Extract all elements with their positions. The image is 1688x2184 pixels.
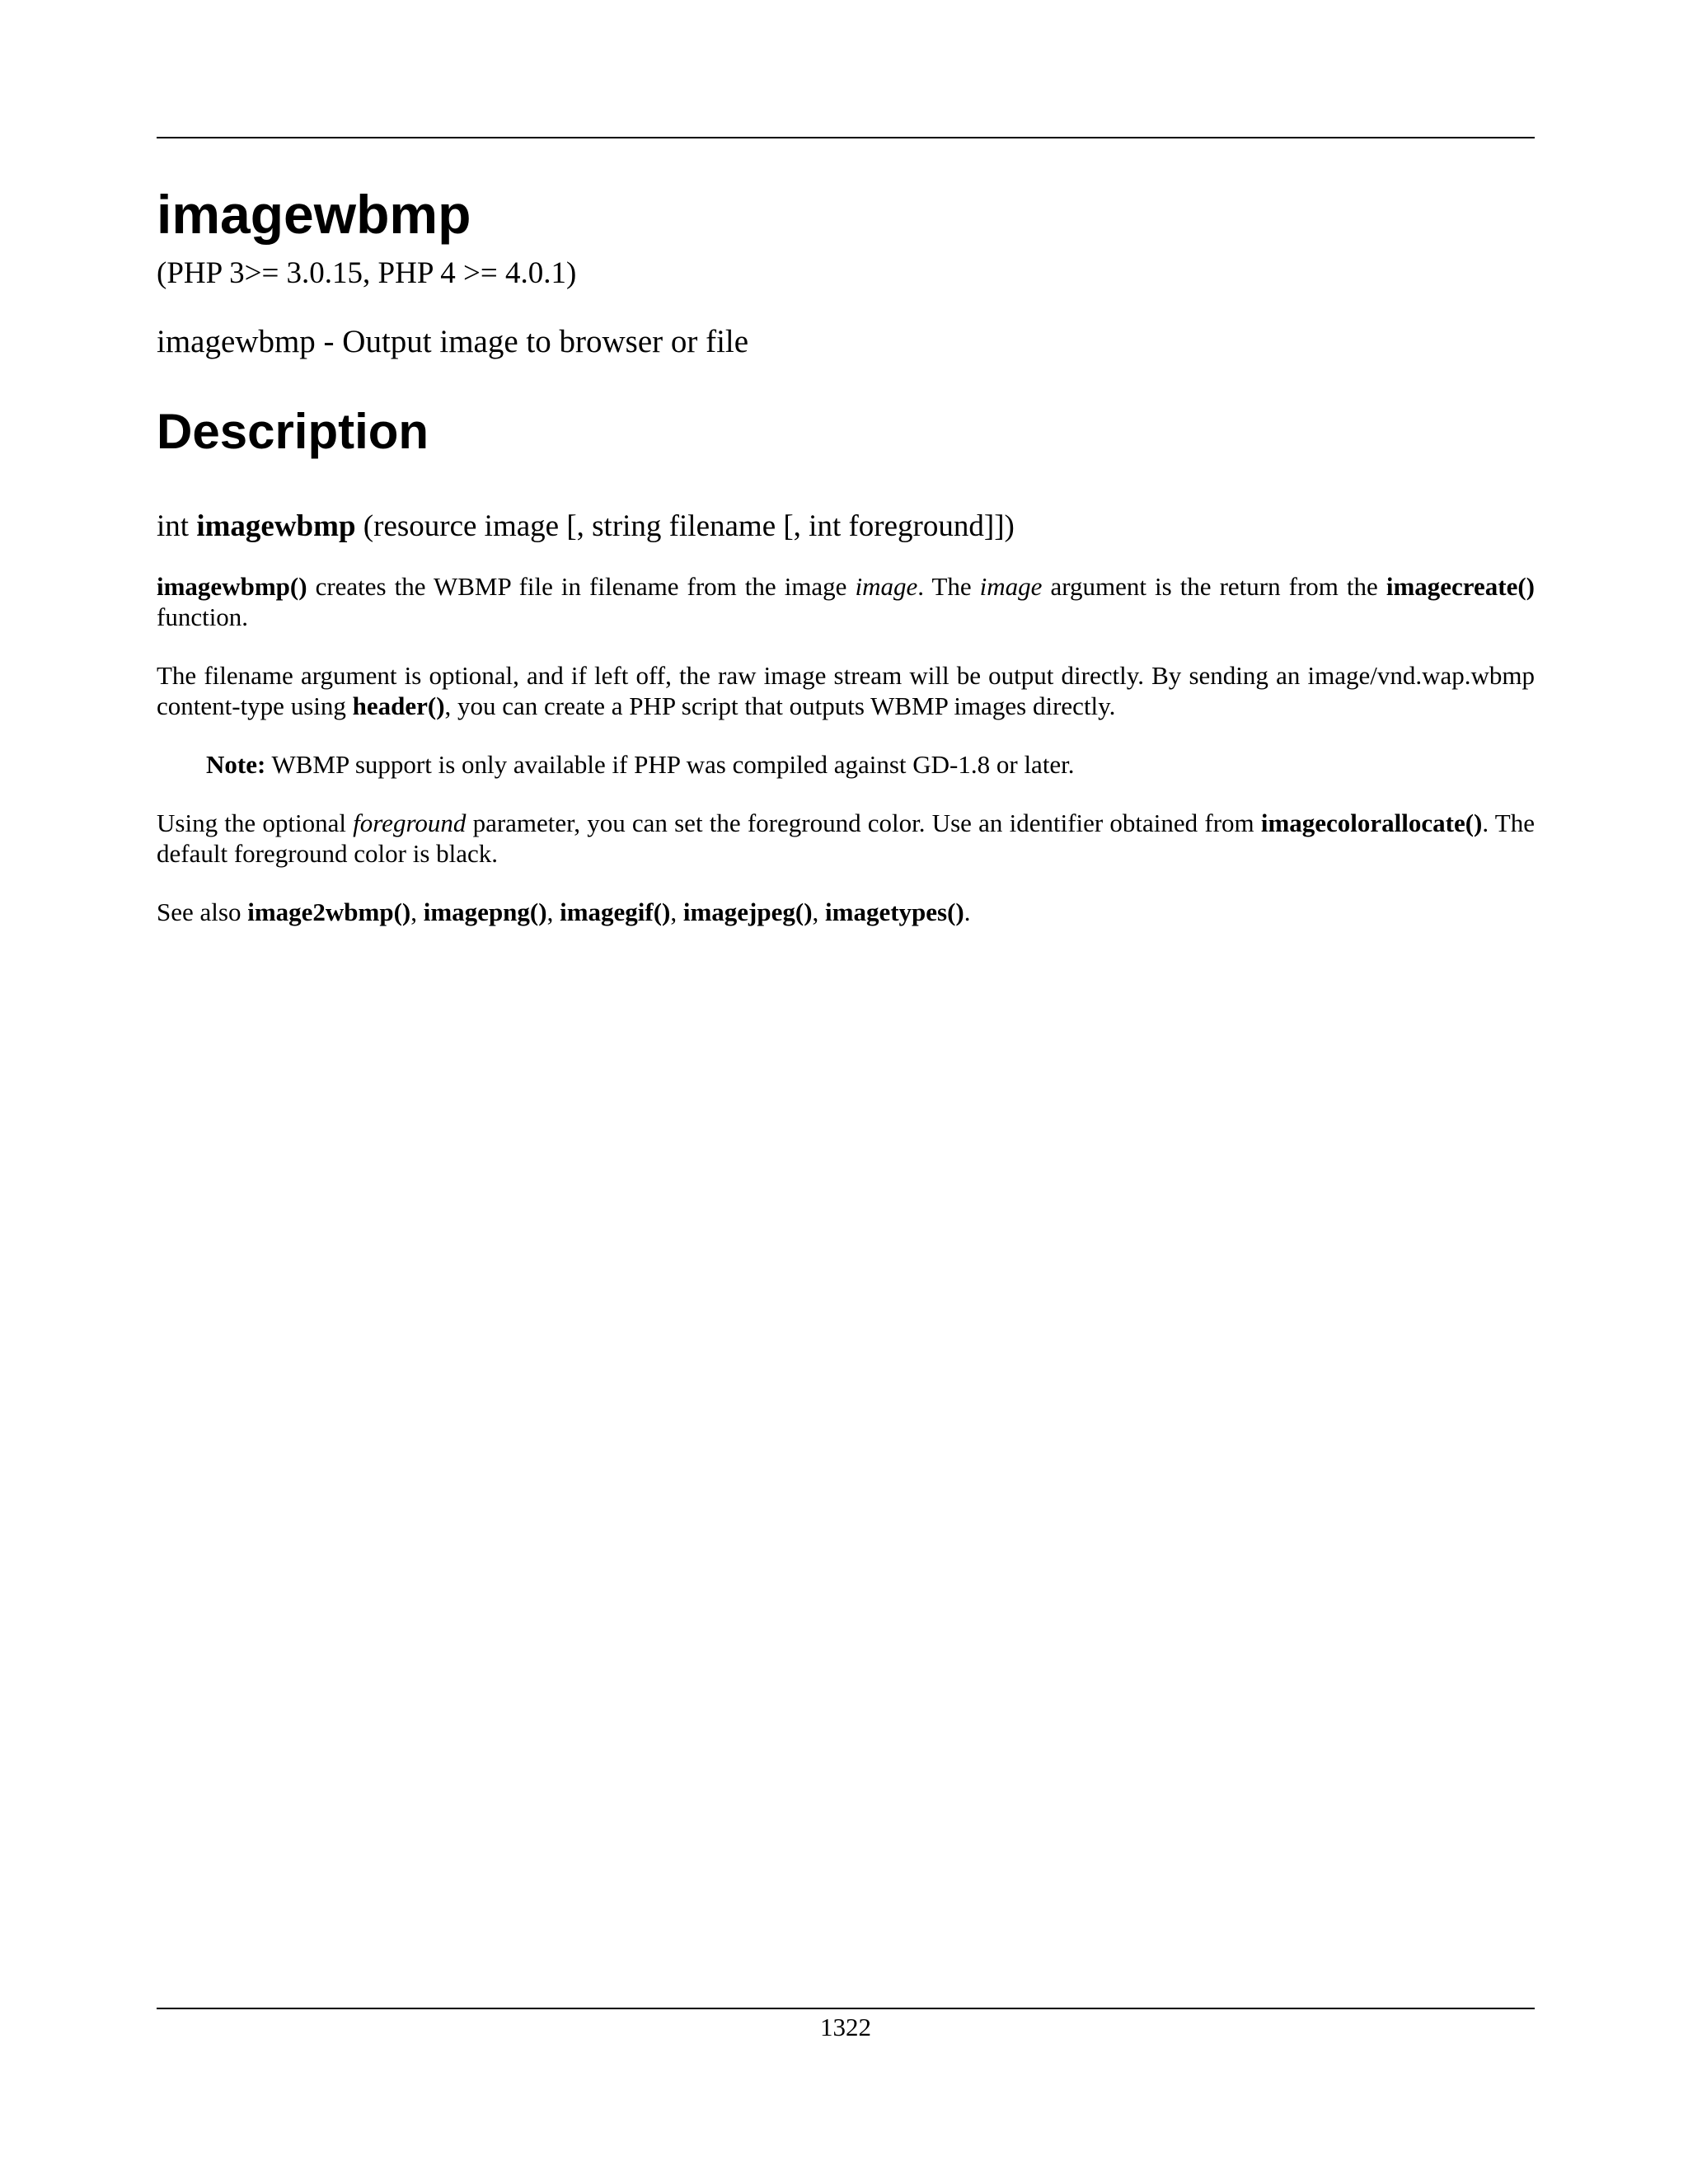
separator: , — [670, 898, 683, 926]
function-ref-imagecreate: imagecreate() — [1386, 572, 1535, 601]
see-also-imagegif: imagegif() — [560, 898, 671, 926]
function-ref-imagewbmp: imagewbmp() — [157, 572, 307, 601]
function-ref-header: header() — [352, 691, 445, 720]
paragraph-text: . The — [917, 572, 980, 601]
see-also-image2wbmp: image2wbmp() — [247, 898, 411, 926]
see-also-imagejpeg: imagejpeg() — [682, 898, 813, 926]
paragraph-text: . The default foreground color is black. — [157, 808, 1535, 868]
synopsis-return-type: int — [157, 509, 197, 543]
description-paragraph-3 — [157, 808, 1535, 869]
separator: . — [964, 898, 971, 926]
note-text: WBMP support is only available if PHP was compiled against GD-1.8 or later. — [265, 750, 1075, 779]
param-ref-image: image — [855, 572, 918, 601]
see-also-paragraph — [157, 897, 1535, 927]
see-also-imagetypes: imagetypes() — [825, 898, 964, 926]
see-also-imagepng: imagepng() — [423, 898, 547, 926]
paragraph-text: The filename argument is optional, and if left off, the raw image stream will be output directly. By sending an image/​vnd.wap.wbmp content-type using — [157, 661, 1535, 720]
header-rule — [157, 137, 1535, 138]
paragraph-text: , you can create a PHP script that outputs WBMP images directly. — [444, 691, 1116, 720]
version-info: (PHP 3>= 3.0.15, PHP 4 >= 4.0.1) — [157, 256, 577, 290]
note-label: Note: — [206, 750, 266, 779]
synopsis-function-name: imagewbmp — [196, 509, 356, 543]
paragraph-text: function. — [157, 602, 249, 631]
function-synopsis — [157, 509, 1015, 545]
separator: , — [546, 898, 560, 926]
paragraph-text: creates the WBMP file in filename from the image — [307, 572, 856, 601]
see-also-label: See also — [157, 898, 248, 926]
note-block — [206, 749, 1535, 780]
paragraph-text: Using the optional — [157, 808, 354, 837]
separator: , — [812, 898, 826, 926]
param-ref-image: image — [979, 572, 1043, 601]
paragraph-text: argument is the return from the — [1042, 572, 1386, 601]
description-paragraph-2 — [157, 660, 1535, 721]
separator: , — [410, 898, 424, 926]
function-purpose: imagewbmp - Output image to browser or file — [157, 324, 749, 359]
section-heading-description: Description — [157, 404, 429, 459]
paragraph-text: parameter, you can set the foreground color. Use an identifier obtained from — [466, 808, 1261, 837]
synopsis-params: (resource image [, string filename [, int foreground]]) — [355, 509, 1015, 543]
description-paragraph-1 — [157, 571, 1535, 632]
page-title: imagewbmp — [157, 184, 471, 245]
page-number: 1322 — [820, 2013, 871, 2041]
param-ref-foreground: foreground — [353, 808, 467, 837]
function-ref-imagecolorallocate: imagecolorallocate() — [1260, 808, 1483, 837]
footer-rule — [157, 2008, 1535, 2009]
